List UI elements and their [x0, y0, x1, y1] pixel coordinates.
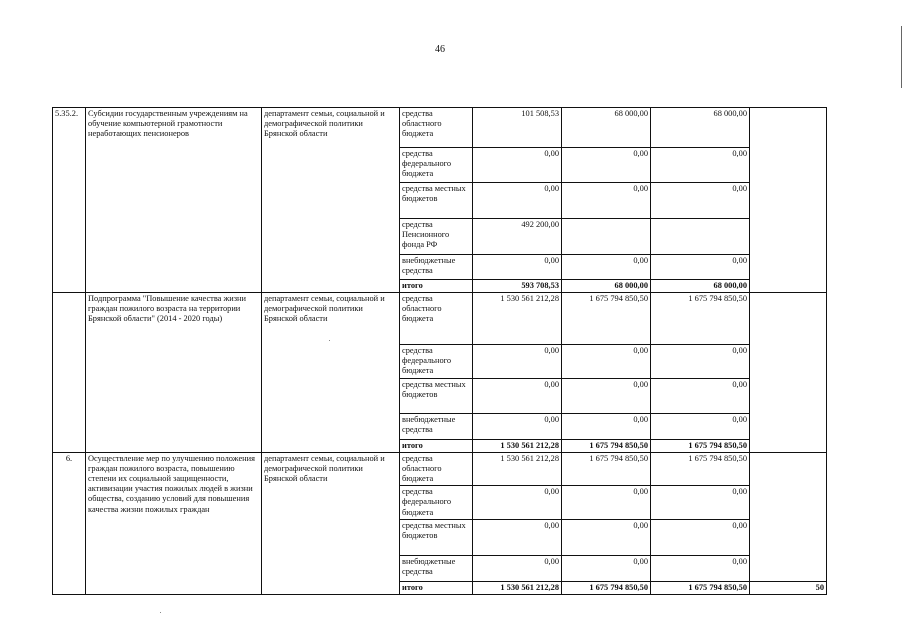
page-number: 46	[435, 44, 445, 55]
amount: 0,00	[473, 414, 562, 440]
row-number: 6.	[53, 453, 86, 595]
amount: 68 000,00	[651, 108, 750, 148]
amount: 0,00	[651, 379, 750, 414]
blank-cell	[750, 108, 827, 293]
blank-cell	[750, 293, 827, 453]
amount: 1 530 561 212,28	[473, 293, 562, 345]
row-number: 5.35.2.	[53, 108, 86, 293]
total-amount: 1 675 794 850,50	[562, 581, 651, 594]
amount: 0,00	[562, 414, 651, 440]
source-label: средства областного бюджета	[400, 453, 473, 486]
total-amount: 1 675 794 850,50	[562, 440, 651, 453]
amount: 0,00	[562, 519, 651, 555]
department: департамент семьи, социальной и демографической политики Брянской области	[262, 108, 400, 293]
amount: 0,00	[651, 519, 750, 555]
amount: 0,00	[651, 183, 750, 219]
amount: 0,00	[473, 486, 562, 519]
amount: 0,00	[651, 255, 750, 280]
total-label: итого	[400, 440, 473, 453]
amount: 0,00	[562, 486, 651, 519]
amount: 0,00	[473, 345, 562, 379]
amount: 0,00	[473, 519, 562, 555]
budget-table	[52, 107, 827, 595]
total-amount: 68 000,00	[562, 280, 651, 293]
blank-cell	[651, 219, 750, 255]
scan-speck	[329, 340, 330, 341]
amount: 1 675 794 850,50	[562, 293, 651, 345]
blank-cell	[750, 453, 827, 581]
measure-name: Субсидии государственным учреждениям на обучение компьютерной грамотности неработающих пенсионеров	[86, 108, 262, 293]
measure-name: Подпрограмма "Повышение качества жизни граждан пожилого возраста на территории Брянской области" (2014 - 2020 годы)	[86, 293, 262, 453]
department: департамент семьи, социальной и демографической политики Брянской области	[262, 293, 400, 453]
total-amount: 593 708,53	[473, 280, 562, 293]
amount: 0,00	[473, 379, 562, 414]
total-amount: 1 675 794 850,50	[651, 581, 750, 594]
source-label: средства федерального бюджета	[400, 345, 473, 379]
source-label: средства местных бюджетов	[400, 379, 473, 414]
table-row	[53, 293, 827, 345]
amount: 0,00	[651, 414, 750, 440]
amount: 0,00	[473, 255, 562, 280]
amount: 1 675 794 850,50	[562, 453, 651, 486]
row-number	[53, 293, 86, 453]
amount: 1 675 794 850,50	[651, 293, 750, 345]
department: департамент семьи, социальной и демографической политики Брянской области	[262, 453, 400, 595]
amount: 0,00	[562, 345, 651, 379]
amount: 0,00	[473, 148, 562, 183]
amount: 1 530 561 212,28	[473, 453, 562, 486]
source-label: средства федерального бюджета	[400, 486, 473, 519]
source-label: средства Пенсионного фонда РФ	[400, 219, 473, 255]
blank-cell	[562, 219, 651, 255]
amount: 0,00	[651, 345, 750, 379]
source-label: средства областного бюджета	[400, 108, 473, 148]
source-label: средства местных бюджетов	[400, 519, 473, 555]
total-amount: 68 000,00	[651, 280, 750, 293]
amount: 1 675 794 850,50	[651, 453, 750, 486]
source-label: средства федерального бюджета	[400, 148, 473, 183]
source-label: внебюджетные средства	[400, 555, 473, 581]
source-label: средства областного бюджета	[400, 293, 473, 345]
total-label: итого	[400, 280, 473, 293]
table-row	[53, 108, 827, 148]
last-value: 50	[750, 581, 827, 594]
source-label: внебюджетные средства	[400, 414, 473, 440]
amount: 0,00	[562, 379, 651, 414]
scan-speck	[160, 612, 161, 613]
total-amount: 1 530 561 212,28	[473, 581, 562, 594]
amount: 0,00	[562, 148, 651, 183]
amount: 0,00	[562, 255, 651, 280]
amount: 0,00	[562, 183, 651, 219]
scan-edge-mark	[901, 26, 902, 88]
source-label: внебюджетные средства	[400, 255, 473, 280]
amount: 0,00	[651, 148, 750, 183]
amount: 0,00	[651, 486, 750, 519]
amount: 0,00	[651, 555, 750, 581]
amount: 0,00	[473, 555, 562, 581]
total-label: итого	[400, 581, 473, 594]
amount: 0,00	[473, 183, 562, 219]
amount: 101 508,53	[473, 108, 562, 148]
table-row	[53, 453, 827, 486]
total-amount: 1 675 794 850,50	[651, 440, 750, 453]
amount: 492 200,00	[473, 219, 562, 255]
amount: 68 000,00	[562, 108, 651, 148]
total-amount: 1 530 561 212,28	[473, 440, 562, 453]
source-label: средства местных бюджетов	[400, 183, 473, 219]
amount: 0,00	[562, 555, 651, 581]
measure-name: Осуществление мер по улучшению положения граждан пожилого возраста, повышению степени их социальной защищенности, активизации участия пожилых людей в жизни общества, созданию условий для повышения качества жизни пожилых граждан	[86, 453, 262, 595]
